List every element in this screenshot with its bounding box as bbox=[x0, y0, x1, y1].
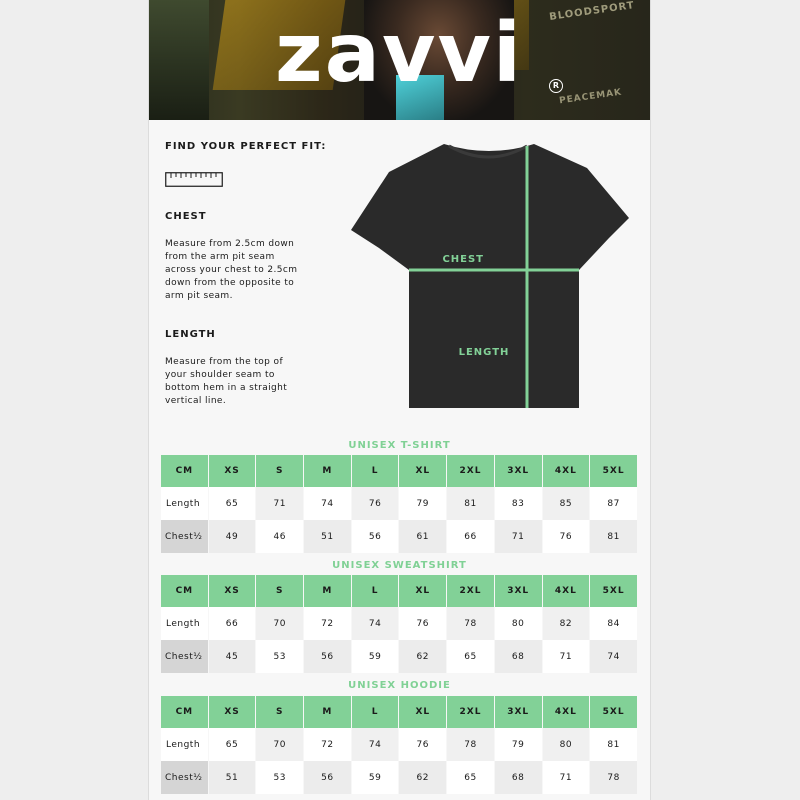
col-header: XL bbox=[399, 575, 446, 607]
table-cell: 87 bbox=[590, 487, 637, 520]
chest-line: arm pit seam. bbox=[165, 291, 233, 301]
col-header: S bbox=[256, 575, 303, 607]
table-cell: 74 bbox=[352, 728, 399, 761]
chest-line: across your chest to 2.5cm bbox=[165, 265, 298, 275]
table-cell: 81 bbox=[590, 520, 637, 553]
col-header: XS bbox=[209, 575, 256, 607]
table-cell: 74 bbox=[352, 607, 399, 640]
table-header-row bbox=[161, 455, 637, 487]
table-cell: 45 bbox=[209, 640, 256, 673]
table-row bbox=[161, 520, 637, 553]
diagram-length-label: LENGTH bbox=[458, 347, 510, 358]
col-header: CM bbox=[161, 575, 208, 607]
diagram-chest-label: CHEST bbox=[442, 254, 484, 265]
col-header: L bbox=[352, 455, 399, 487]
table-cell: 78 bbox=[447, 728, 494, 761]
table-cell: 56 bbox=[304, 640, 351, 673]
length-line: your shoulder seam to bbox=[165, 370, 275, 380]
table-cell: 81 bbox=[590, 728, 637, 761]
table-cell: 70 bbox=[256, 607, 303, 640]
table-cell: 85 bbox=[543, 487, 590, 520]
col-header: 4XL bbox=[543, 575, 590, 607]
col-header: 3XL bbox=[495, 575, 542, 607]
size-guide-page bbox=[149, 0, 650, 800]
table-cell: 59 bbox=[352, 761, 399, 794]
table-cell: 65 bbox=[447, 761, 494, 794]
registered-mark: R bbox=[549, 79, 563, 93]
table-cell: 65 bbox=[209, 487, 256, 520]
hero-banner bbox=[149, 0, 650, 120]
fit-guide-title: FIND YOUR PERFECT FIT: bbox=[165, 141, 327, 152]
col-header: 5XL bbox=[590, 575, 637, 607]
length-heading: LENGTH bbox=[165, 329, 216, 340]
table-cell: 79 bbox=[495, 728, 542, 761]
col-header: L bbox=[352, 575, 399, 607]
col-header: 5XL bbox=[590, 696, 637, 728]
table-cell: 53 bbox=[256, 640, 303, 673]
table-title-hoodie: UNISEX HOODIE bbox=[348, 680, 451, 691]
table-cell: 82 bbox=[543, 607, 590, 640]
table-cell: 72 bbox=[304, 607, 351, 640]
col-header: 4XL bbox=[543, 696, 590, 728]
row-label: Length bbox=[161, 607, 208, 640]
size-table-hoodie bbox=[160, 696, 638, 794]
table-title-sweatshirt: UNISEX SWEATSHIRT bbox=[332, 560, 467, 571]
table-row bbox=[161, 640, 637, 673]
table-cell: 51 bbox=[209, 761, 256, 794]
table-cell: 71 bbox=[543, 761, 590, 794]
table-cell: 51 bbox=[304, 520, 351, 553]
chest-heading: CHEST bbox=[165, 211, 207, 222]
table-row bbox=[161, 761, 637, 794]
col-header: 3XL bbox=[495, 696, 542, 728]
chest-description bbox=[165, 238, 315, 303]
table-cell: 56 bbox=[304, 761, 351, 794]
table-cell: 84 bbox=[590, 607, 637, 640]
table-cell: 74 bbox=[304, 487, 351, 520]
length-line: vertical line. bbox=[165, 396, 227, 406]
table-title-tshirt: UNISEX T-SHIRT bbox=[348, 440, 451, 451]
col-header: M bbox=[304, 455, 351, 487]
table-cell: 76 bbox=[543, 520, 590, 553]
banner-poster-left bbox=[149, 0, 209, 120]
chest-line: down from the opposite to bbox=[165, 278, 295, 288]
table-cell: 83 bbox=[495, 487, 542, 520]
table-cell: 65 bbox=[447, 640, 494, 673]
table-cell: 72 bbox=[304, 728, 351, 761]
table-cell: 80 bbox=[543, 728, 590, 761]
table-row bbox=[161, 607, 637, 640]
table-cell: 78 bbox=[447, 607, 494, 640]
table-cell: 81 bbox=[447, 487, 494, 520]
col-header: CM bbox=[161, 696, 208, 728]
table-header-row bbox=[161, 575, 637, 607]
table-cell: 56 bbox=[352, 520, 399, 553]
tshirt-shape bbox=[351, 144, 629, 408]
col-header: L bbox=[352, 696, 399, 728]
table-cell: 71 bbox=[543, 640, 590, 673]
col-header: 5XL bbox=[590, 455, 637, 487]
col-header: XS bbox=[209, 455, 256, 487]
table-cell: 62 bbox=[399, 640, 446, 673]
table-cell: 74 bbox=[590, 640, 637, 673]
table-cell: 79 bbox=[399, 487, 446, 520]
table-header-row bbox=[161, 696, 637, 728]
col-header: 3XL bbox=[495, 455, 542, 487]
col-header: 2XL bbox=[447, 575, 494, 607]
table-cell: 70 bbox=[256, 728, 303, 761]
ruler-icon bbox=[165, 172, 223, 188]
table-cell: 61 bbox=[399, 520, 446, 553]
banner-poster-text-2: PEACEMAK bbox=[558, 87, 623, 107]
col-header: 2XL bbox=[447, 696, 494, 728]
chest-line: Measure from 2.5cm down bbox=[165, 239, 295, 249]
table-cell: 71 bbox=[256, 487, 303, 520]
table-cell: 68 bbox=[495, 761, 542, 794]
length-line: Measure from the top of bbox=[165, 357, 284, 367]
table-row bbox=[161, 487, 637, 520]
chest-line: from the arm pit seam bbox=[165, 252, 275, 262]
col-header: 4XL bbox=[543, 455, 590, 487]
table-cell: 78 bbox=[590, 761, 637, 794]
table-cell: 49 bbox=[209, 520, 256, 553]
col-header: XL bbox=[399, 696, 446, 728]
table-cell: 76 bbox=[399, 607, 446, 640]
col-header: XS bbox=[209, 696, 256, 728]
col-header: M bbox=[304, 575, 351, 607]
row-label: Chest½ bbox=[161, 520, 208, 553]
table-cell: 71 bbox=[495, 520, 542, 553]
col-header: M bbox=[304, 696, 351, 728]
table-cell: 68 bbox=[495, 640, 542, 673]
col-header: 2XL bbox=[447, 455, 494, 487]
row-label: Length bbox=[161, 487, 208, 520]
table-cell: 76 bbox=[399, 728, 446, 761]
table-row bbox=[161, 728, 637, 761]
table-cell: 62 bbox=[399, 761, 446, 794]
table-cell: 76 bbox=[352, 487, 399, 520]
col-header: XL bbox=[399, 455, 446, 487]
size-table-tshirt bbox=[160, 455, 638, 553]
table-cell: 59 bbox=[352, 640, 399, 673]
col-header: S bbox=[256, 696, 303, 728]
table-cell: 80 bbox=[495, 607, 542, 640]
table-cell: 66 bbox=[447, 520, 494, 553]
col-header: CM bbox=[161, 455, 208, 487]
table-cell: 66 bbox=[209, 607, 256, 640]
length-line: bottom hem in a straight bbox=[165, 383, 288, 393]
zavvi-logo: zavvi bbox=[274, 6, 524, 101]
table-cell: 65 bbox=[209, 728, 256, 761]
row-label: Length bbox=[161, 728, 208, 761]
table-cell: 53 bbox=[256, 761, 303, 794]
size-table-sweatshirt bbox=[160, 575, 638, 673]
row-label: Chest½ bbox=[161, 640, 208, 673]
banner-poster-text: BLOODSPORT bbox=[548, 0, 636, 23]
tshirt-diagram bbox=[349, 138, 634, 418]
row-label: Chest½ bbox=[161, 761, 208, 794]
table-cell: 46 bbox=[256, 520, 303, 553]
col-header: S bbox=[256, 455, 303, 487]
length-description bbox=[165, 356, 315, 408]
